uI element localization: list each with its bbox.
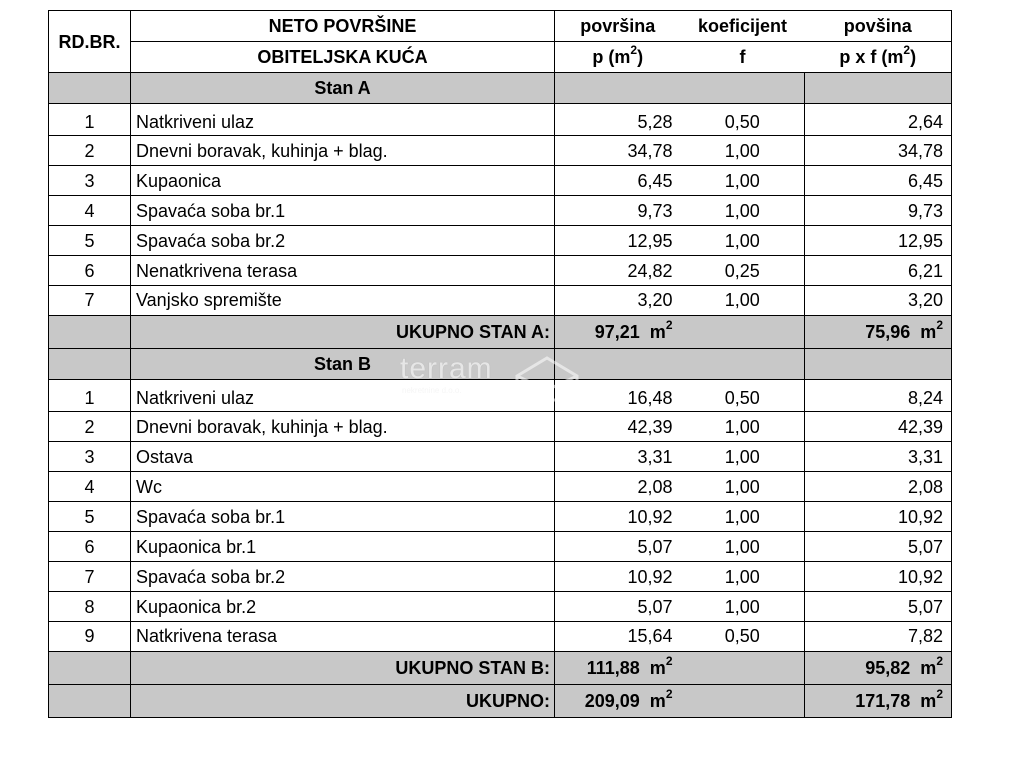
header-title-neto: NETO POVRŠINE [131, 11, 555, 42]
room-coefficient: 1,00 [681, 412, 805, 442]
table-row [49, 502, 952, 532]
room-name: Nenatkrivena terasa [131, 256, 555, 286]
room-area: 16,48 [555, 380, 681, 412]
total-label: UKUPNO STAN B: [131, 652, 555, 685]
room-weighted-area: 5,07 [805, 532, 952, 562]
section-header [49, 349, 952, 380]
total-weighted [805, 316, 952, 349]
row-number: 6 [49, 532, 131, 562]
section-empty-cell [49, 73, 131, 104]
section-total-row [49, 652, 952, 685]
room-name: Natkrivena terasa [131, 622, 555, 652]
area-table [48, 10, 952, 718]
header-povsina: povšina [805, 11, 952, 42]
row-number: 1 [49, 380, 131, 412]
unit-sup: 2 [665, 318, 673, 332]
table-row [49, 256, 952, 286]
table-row [49, 196, 952, 226]
room-name: Dnevni boravak, kuhinja + blag. [131, 412, 555, 442]
room-area: 34,78 [555, 136, 681, 166]
room-name: Spavaća soba br.1 [131, 196, 555, 226]
room-area: 24,82 [555, 256, 681, 286]
row-number: 4 [49, 196, 131, 226]
row-number: 1 [49, 104, 131, 136]
header-koeficijent: koeficijent [681, 11, 805, 42]
room-weighted-area: 12,95 [805, 226, 952, 256]
total-weighted-value: 95,82 [865, 658, 911, 678]
room-weighted-area: 6,21 [805, 256, 952, 286]
section-empty-cell [805, 73, 952, 104]
unit-label: m [920, 322, 937, 342]
section-empty-cell [805, 349, 952, 380]
room-name: Natkriveni ulaz [131, 104, 555, 136]
room-name: Dnevni boravak, kuhinja + blag. [131, 136, 555, 166]
room-name: Kupaonica [131, 166, 555, 196]
table-row [49, 380, 952, 412]
room-coefficient: 1,00 [681, 196, 805, 226]
total-weighted-value: 75,96 [865, 322, 911, 342]
section-empty-cell [681, 73, 805, 104]
room-coefficient: 0,25 [681, 256, 805, 286]
room-area: 15,64 [555, 622, 681, 652]
row-number: 5 [49, 502, 131, 532]
room-coefficient: 1,00 [681, 562, 805, 592]
room-area: 2,08 [555, 472, 681, 502]
room-name: Wc [131, 472, 555, 502]
section-total-row [49, 316, 952, 349]
table-row [49, 166, 952, 196]
header-p-unit: p $(m^2)$ [555, 42, 681, 73]
room-area: 10,92 [555, 502, 681, 532]
room-coefficient: 1,00 [681, 442, 805, 472]
section-empty-cell [681, 349, 805, 380]
unit-sup: 2 [665, 687, 673, 701]
section-empty-cell [555, 349, 681, 380]
room-coefficient: 1,00 [681, 286, 805, 316]
room-name: Spavaća soba br.1 [131, 502, 555, 532]
unit-sup: 2 [936, 654, 943, 668]
room-area: 5,07 [555, 592, 681, 622]
room-coefficient: 1,00 [681, 502, 805, 532]
table-row [49, 104, 952, 136]
section-header [49, 73, 952, 104]
header-pf-unit: p x f $(m^2)$ [805, 42, 952, 73]
room-area: 12,95 [555, 226, 681, 256]
table-row [49, 136, 952, 166]
unit-label: m [649, 691, 666, 711]
room-area: 5,28 [555, 104, 681, 136]
room-name: Vanjsko spremište [131, 286, 555, 316]
row-number: 9 [49, 622, 131, 652]
header-povrsina: površina [555, 11, 681, 42]
table-row [49, 286, 952, 316]
row-number: 2 [49, 412, 131, 442]
room-weighted-area: 8,24 [805, 380, 952, 412]
header-f: f [681, 42, 805, 73]
room-name: Spavaća soba br.2 [131, 562, 555, 592]
room-area: 42,39 [555, 412, 681, 442]
section-empty-cell [555, 73, 681, 104]
room-area: 9,73 [555, 196, 681, 226]
total-area-value: 111,88 [586, 658, 640, 678]
section-title: Stan B [131, 349, 555, 380]
header-rdbr: RD.BR. [49, 11, 131, 73]
table-row [49, 532, 952, 562]
room-weighted-area: 42,39 [805, 412, 952, 442]
room-name: Kupaonica br.2 [131, 592, 555, 622]
table-row [49, 442, 952, 472]
total-area [555, 316, 681, 349]
total-f-empty [681, 685, 805, 718]
room-coefficient: 1,00 [681, 532, 805, 562]
room-weighted-area: 2,08 [805, 472, 952, 502]
total-f-empty [681, 652, 805, 685]
room-coefficient: 1,00 [681, 592, 805, 622]
grand-total-row [49, 685, 952, 718]
total-weighted-value: 171,78 [855, 691, 911, 711]
room-weighted-area: 10,92 [805, 562, 952, 592]
room-coefficient: 1,00 [681, 166, 805, 196]
room-coefficient: 1,00 [681, 136, 805, 166]
row-number: 8 [49, 592, 131, 622]
table-row [49, 472, 952, 502]
room-name: Kupaonica br.1 [131, 532, 555, 562]
unit-label: m [649, 658, 666, 678]
table-row [49, 592, 952, 622]
row-number: 6 [49, 256, 131, 286]
room-area: 6,45 [555, 166, 681, 196]
room-weighted-area: 34,78 [805, 136, 952, 166]
unit-label: m [920, 691, 937, 711]
room-coefficient: 1,00 [681, 226, 805, 256]
watermark-tagline: nekretnine d.o.o. [402, 386, 462, 395]
room-weighted-area: 3,31 [805, 442, 952, 472]
table-row [49, 412, 952, 442]
total-area [555, 685, 681, 718]
room-weighted-area: 2,64 [805, 104, 952, 136]
room-area: 3,20 [555, 286, 681, 316]
total-empty-cell [49, 316, 131, 349]
room-area: 5,07 [555, 532, 681, 562]
row-number: 3 [49, 442, 131, 472]
table-row [49, 562, 952, 592]
section-empty-cell [49, 349, 131, 380]
room-weighted-area: 9,73 [805, 196, 952, 226]
unit-sup: 2 [936, 687, 943, 701]
total-area-value: 97,21 [594, 322, 640, 342]
room-coefficient: 0,50 [681, 622, 805, 652]
total-empty-cell [49, 685, 131, 718]
row-number: 5 [49, 226, 131, 256]
row-number: 2 [49, 136, 131, 166]
row-number: 7 [49, 562, 131, 592]
total-label: UKUPNO STAN A: [131, 316, 555, 349]
room-weighted-area: 3,20 [805, 286, 952, 316]
room-coefficient: 1,00 [681, 472, 805, 502]
row-number: 4 [49, 472, 131, 502]
room-name: Spavaća soba br.2 [131, 226, 555, 256]
total-area [555, 652, 681, 685]
unit-sup: 2 [936, 318, 943, 332]
row-number: 3 [49, 166, 131, 196]
table-row [49, 226, 952, 256]
room-coefficient: 0,50 [681, 380, 805, 412]
total-f-empty [681, 316, 805, 349]
room-weighted-area: 5,07 [805, 592, 952, 622]
unit-sup: 2 [665, 654, 673, 668]
total-weighted [805, 652, 952, 685]
row-number: 7 [49, 286, 131, 316]
total-empty-cell [49, 652, 131, 685]
room-weighted-area: 7,82 [805, 622, 952, 652]
total-weighted [805, 685, 952, 718]
room-area: 3,31 [555, 442, 681, 472]
total-area-value: 209,09 [584, 691, 640, 711]
room-weighted-area: 10,92 [805, 502, 952, 532]
room-weighted-area: 6,45 [805, 166, 952, 196]
total-label: UKUPNO: [131, 685, 555, 718]
header-title-kuca: OBITELJSKA KUĆA [131, 42, 555, 73]
unit-label: m [649, 322, 666, 342]
room-name: Ostava [131, 442, 555, 472]
room-name: Natkriveni ulaz [131, 380, 555, 412]
watermark-brand: terram [400, 352, 493, 385]
room-area: 10,92 [555, 562, 681, 592]
table-row [49, 622, 952, 652]
unit-label: m [920, 658, 937, 678]
section-title: Stan A [131, 73, 555, 104]
room-coefficient: 0,50 [681, 104, 805, 136]
